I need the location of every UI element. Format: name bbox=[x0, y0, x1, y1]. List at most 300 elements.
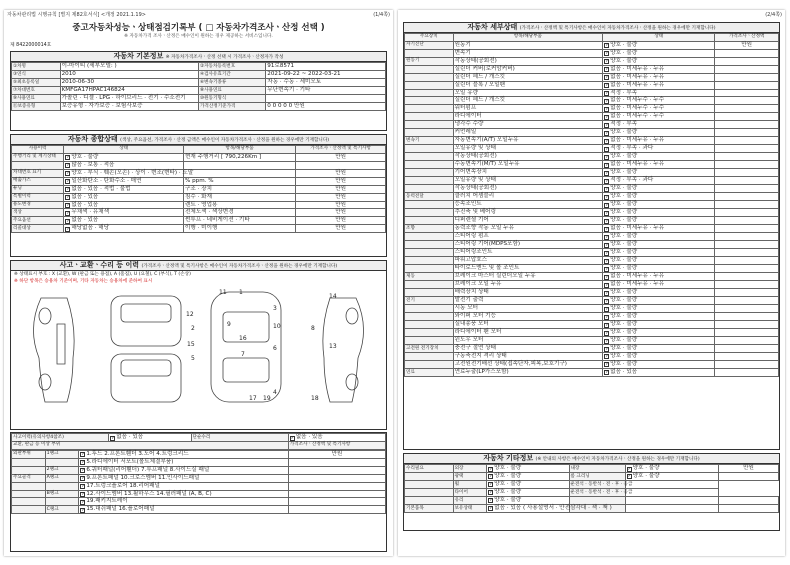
condition: ✓ 없음 · 있음 bbox=[64, 201, 184, 209]
price bbox=[715, 368, 779, 376]
table-row bbox=[12, 466, 386, 474]
device bbox=[405, 121, 454, 129]
checkbox-checked bbox=[604, 291, 609, 296]
component: 오일유량 및 상태 bbox=[453, 177, 603, 185]
part-list: ✓19.패키지트레이 bbox=[79, 498, 288, 506]
price bbox=[719, 472, 779, 480]
checkbox-checked bbox=[604, 370, 609, 375]
component: 브레이크 오일 누유 bbox=[453, 281, 603, 289]
rank bbox=[45, 482, 79, 490]
table-row bbox=[12, 474, 386, 482]
checkbox-checked bbox=[488, 467, 493, 472]
table-row bbox=[12, 153, 386, 161]
component: 충전구 절연 상태 bbox=[453, 345, 603, 353]
accident-history-label: 사고이력(유의사항4참조) bbox=[12, 434, 109, 442]
condition: ✓ 양호 · 불량 bbox=[64, 153, 184, 161]
device bbox=[405, 352, 454, 360]
table-row bbox=[12, 78, 386, 86]
part-number-label: 19 bbox=[263, 395, 271, 403]
table-row bbox=[405, 145, 779, 153]
checkbox-checked bbox=[65, 163, 70, 168]
table-row bbox=[405, 352, 779, 360]
repair-parts-section bbox=[10, 432, 387, 552]
component: 클러치 어셈블리 bbox=[453, 193, 603, 201]
table-row bbox=[405, 472, 779, 480]
part-detail: 이행 · 미이행 bbox=[184, 225, 296, 233]
condition: ✓ 없음 · 미세누수 · 누수 bbox=[603, 97, 715, 105]
device bbox=[405, 169, 454, 177]
condition: ✓ 없음 · 있음 bbox=[603, 368, 715, 376]
column-header: 항목/해당부품 bbox=[453, 34, 603, 42]
price bbox=[715, 57, 779, 65]
condition: ✓ 양호 · 불량 bbox=[603, 305, 715, 313]
checkbox-checked bbox=[488, 490, 493, 495]
table-row bbox=[12, 102, 386, 110]
field-label: ④검사유효기간 bbox=[198, 70, 265, 78]
table-row bbox=[12, 86, 386, 94]
device bbox=[405, 105, 454, 113]
price bbox=[715, 241, 779, 249]
price bbox=[715, 273, 779, 281]
item bbox=[569, 496, 625, 504]
component: 추진축 및 베어링 bbox=[453, 209, 603, 217]
condition: ✓ 양호 · 불량 bbox=[603, 129, 715, 137]
component: 냉각수 수량 bbox=[453, 121, 603, 129]
device bbox=[405, 360, 454, 368]
condition: ✓ 없음 · 미세누유 · 누유 bbox=[603, 281, 715, 289]
condition: ✓ 양호 · 불량 bbox=[625, 472, 719, 480]
part-detail: % ppm. % bbox=[184, 177, 296, 185]
price bbox=[715, 297, 779, 305]
table-row bbox=[405, 360, 779, 368]
part-detail: 현재 주행거리 [ 790,226Km ] bbox=[184, 153, 296, 161]
condition: ✓ 없음 · 미세누유 · 누유 bbox=[603, 273, 715, 281]
table-row bbox=[405, 169, 779, 177]
price bbox=[715, 105, 779, 113]
table-row bbox=[405, 321, 779, 329]
checkbox-checked bbox=[604, 171, 609, 176]
device bbox=[405, 281, 454, 289]
checkbox-checked bbox=[604, 43, 609, 48]
accident-history-value: ✓ 없음 · 있음 bbox=[109, 434, 191, 442]
device bbox=[405, 201, 454, 209]
component: 오일 유량 bbox=[453, 89, 603, 97]
checkbox-checked bbox=[604, 315, 609, 320]
condition: ✓ 없음 · 미세누유 · 누유 bbox=[603, 225, 715, 233]
condition: ✓ 양호 · 불량 bbox=[603, 169, 715, 177]
device: 동력전달 bbox=[405, 193, 454, 201]
condition: ✓ 양호 · 불량 bbox=[603, 201, 715, 209]
part-number-label: 2 bbox=[191, 325, 195, 333]
component: 워터펌프 bbox=[453, 105, 603, 113]
part-detail bbox=[184, 169, 296, 177]
checkbox-checked bbox=[604, 155, 609, 160]
basic-info-table bbox=[11, 62, 386, 111]
component: 작동상태(공회전) bbox=[453, 57, 603, 65]
checkbox-checked bbox=[604, 91, 609, 96]
component: 라디에이터 팬 모터 bbox=[453, 329, 603, 337]
device bbox=[405, 161, 454, 169]
checkbox-checked bbox=[80, 468, 85, 473]
table-row bbox=[12, 458, 386, 466]
price bbox=[715, 360, 779, 368]
condition: ✓ 양호 · 불량 bbox=[603, 313, 715, 321]
column-header: 주요장치 bbox=[405, 34, 454, 42]
checkbox-checked bbox=[604, 139, 609, 144]
condition: ✓ 양호 · 불량 bbox=[487, 488, 569, 496]
price bbox=[715, 265, 779, 273]
checkbox-checked bbox=[604, 107, 609, 112]
document-subtitle: ※ 자동차가격 조사ㆍ산정은 매수인이 원하는 경우 제공하는 서비스입니다. bbox=[124, 34, 273, 39]
checkbox-checked bbox=[65, 227, 70, 232]
category bbox=[405, 496, 454, 504]
condition: ✓ 양호 · 불량 bbox=[603, 49, 715, 57]
car-top-view bbox=[211, 292, 281, 402]
part-group: 외판부위 bbox=[12, 450, 46, 458]
repair-parts-table bbox=[11, 450, 386, 515]
device bbox=[405, 49, 454, 57]
item: 운전석 · 동반석 · 전 · 후 · 응급 bbox=[570, 489, 633, 495]
item: 운전석 · 동반석 · 전 · 후 · 응급 bbox=[570, 481, 633, 487]
table-row bbox=[405, 480, 779, 488]
component: 스티어링조인트 bbox=[453, 249, 603, 257]
checkbox-checked bbox=[627, 474, 632, 479]
condition: ✓ 양호 · 불량 bbox=[603, 153, 715, 161]
price bbox=[296, 161, 386, 169]
part-number-label: 1 bbox=[239, 289, 243, 297]
checkbox-checked bbox=[604, 211, 609, 216]
price: 만원 bbox=[715, 41, 779, 49]
price bbox=[715, 81, 779, 89]
price bbox=[715, 49, 779, 57]
page-2 bbox=[398, 10, 785, 556]
part-group bbox=[12, 466, 46, 474]
usage-item: 용도변경 bbox=[12, 201, 64, 209]
component: 실린더 블록 / 오일팬 bbox=[453, 81, 603, 89]
overall-condition-header: 자동차 종합상태 (색상, 주요옵션, 가격조사ㆍ산정 금액은 매수인이 자동차가격조사ㆍ산정을 원하는 경우에만 기재합니다) bbox=[11, 135, 386, 145]
price bbox=[715, 89, 779, 97]
field-label: ⑪보증유형 bbox=[12, 102, 61, 110]
table-row bbox=[405, 97, 779, 105]
condition: ✓ 양호 · 불량 bbox=[487, 480, 569, 488]
condition: ✓ 적정 · 부족 bbox=[603, 121, 715, 129]
table-row bbox=[405, 153, 779, 161]
price bbox=[288, 474, 385, 482]
checkbox-checked bbox=[604, 331, 609, 336]
part-number-label: 11 bbox=[219, 289, 227, 297]
table-row bbox=[12, 506, 386, 514]
table-row bbox=[405, 73, 779, 81]
device bbox=[405, 289, 454, 297]
device bbox=[405, 209, 454, 217]
part-list: ✓ 9.프론트패널 10.크로스멤버 11.인사이드패널 bbox=[79, 474, 288, 482]
checkbox-checked bbox=[604, 115, 609, 120]
condition: ✓ 양호 · 불량 bbox=[603, 217, 715, 225]
table-row bbox=[12, 177, 386, 185]
document-title: 중고자동차성능ㆍ상태점검기록부 ( □ 자동차가격조사ㆍ산정 선택 ) bbox=[72, 23, 325, 33]
part-number-label: 3 bbox=[273, 305, 277, 313]
price: 만원 bbox=[719, 465, 779, 473]
component: 자동변속기(A/T) 오일누유 bbox=[453, 137, 603, 145]
table-row bbox=[405, 257, 779, 265]
rank: B랭크 bbox=[45, 490, 79, 498]
condition: ✓ 일산화탄소 · 탄화수소 · 매연 bbox=[64, 177, 184, 185]
field-label: ②자동차등록번호 bbox=[198, 63, 265, 71]
device: 제동 bbox=[405, 273, 454, 281]
component: 스티어링 펌프 bbox=[453, 233, 603, 241]
price: 만원 bbox=[296, 169, 386, 177]
table-row bbox=[405, 217, 779, 225]
component: 기어변속장치 bbox=[453, 169, 603, 177]
price: 만원 bbox=[296, 209, 386, 217]
price bbox=[719, 504, 779, 512]
table-row bbox=[12, 490, 386, 498]
component: 등속조인트 bbox=[453, 201, 603, 209]
price bbox=[288, 458, 385, 466]
checkbox-checked bbox=[65, 179, 70, 184]
table-row bbox=[405, 465, 779, 473]
field-value: 91로8571 bbox=[266, 63, 386, 71]
condition bbox=[625, 480, 719, 488]
detail-condition-header: 자동차 세부상태 (가격조사ㆍ산정액 및 특기사항은 매수인이 자동차가격조사ㆍ산정을 원하는 경우에만 기재합니다) bbox=[404, 23, 779, 33]
condition: ✓ 양호 · 불량 bbox=[487, 465, 569, 473]
field-label: 가격산정기준가격 bbox=[198, 102, 265, 110]
part-number-label: 12 bbox=[186, 311, 194, 319]
usage-item: 리콜대상 bbox=[12, 225, 64, 233]
part-number-label: 15 bbox=[187, 341, 195, 349]
table-row bbox=[405, 504, 779, 512]
table-row bbox=[12, 201, 386, 209]
device: 자기진단 bbox=[405, 41, 454, 49]
table-row bbox=[405, 49, 779, 57]
price bbox=[715, 73, 779, 81]
checkbox-checked bbox=[604, 283, 609, 288]
condition: ✓ 없음 · 미세누유 · 누유 bbox=[603, 81, 715, 89]
device bbox=[405, 153, 454, 161]
condition: ✓ 없음 · 있음 bbox=[64, 217, 184, 225]
other-info-table bbox=[404, 464, 779, 513]
price bbox=[715, 281, 779, 289]
condition: ✓ 양호 · 불량 bbox=[603, 337, 715, 345]
checkbox-checked bbox=[65, 171, 70, 176]
checkbox-checked bbox=[80, 484, 85, 489]
checkbox-checked bbox=[604, 83, 609, 88]
table-row bbox=[405, 89, 779, 97]
table-row bbox=[12, 482, 386, 490]
table-row bbox=[405, 185, 779, 193]
checkbox-checked bbox=[80, 476, 85, 481]
price bbox=[715, 225, 779, 233]
field-value: 2021-09-22 ~ 2022-03-21 bbox=[266, 70, 386, 78]
price bbox=[288, 466, 385, 474]
category bbox=[405, 488, 454, 496]
device bbox=[405, 89, 454, 97]
checkbox-checked bbox=[65, 211, 70, 216]
rank: 1랭크 bbox=[45, 450, 79, 458]
overall-condition-table bbox=[11, 145, 386, 233]
checkbox-checked bbox=[65, 155, 70, 160]
table-row bbox=[405, 233, 779, 241]
checkbox-checked bbox=[80, 500, 85, 505]
usage-item bbox=[12, 161, 64, 169]
simple-repair-value: ✓ 없음 · 있음 bbox=[288, 434, 385, 442]
device: 고전원 전기장치 bbox=[405, 345, 454, 353]
device bbox=[405, 233, 454, 241]
checkbox-checked bbox=[65, 219, 70, 224]
device bbox=[405, 97, 454, 105]
table-row bbox=[12, 63, 386, 71]
rank bbox=[45, 458, 79, 466]
checkbox-checked bbox=[65, 195, 70, 200]
checkbox-checked bbox=[604, 99, 609, 104]
table-row bbox=[12, 70, 386, 78]
part-number-label: 8 bbox=[311, 325, 315, 333]
field-label: ⑨사용연료 bbox=[12, 94, 61, 102]
checkbox-checked bbox=[604, 243, 609, 248]
checkbox-checked bbox=[604, 267, 609, 272]
price: 만원 bbox=[296, 193, 386, 201]
car-front-view bbox=[111, 296, 181, 346]
condition: ✓ 없음 · 미세누유 · 누유 bbox=[603, 73, 715, 81]
item: 보유상태 bbox=[453, 504, 487, 512]
table-row bbox=[405, 209, 779, 217]
table-row bbox=[405, 193, 779, 201]
condition: ✓ 적정 · 부족 bbox=[603, 89, 715, 97]
component: 실린더 헤드 / 개스킷 bbox=[453, 73, 603, 81]
part-number-label: 17 bbox=[249, 395, 257, 403]
device bbox=[405, 257, 454, 265]
checkbox-checked bbox=[604, 339, 609, 344]
part-list: ✓ 1.후드 2.프론트휀더 3.도어 4.트렁크리드 bbox=[79, 450, 288, 458]
table-row bbox=[12, 498, 386, 506]
price bbox=[719, 496, 779, 504]
table-row bbox=[405, 105, 779, 113]
checkbox-checked bbox=[604, 131, 609, 136]
table-row bbox=[405, 113, 779, 121]
checkbox-checked bbox=[488, 482, 493, 487]
field-label: ⑧사용연료 bbox=[198, 86, 265, 94]
part-number-label: 5 bbox=[191, 355, 195, 363]
basic-info-section bbox=[10, 51, 387, 131]
device: 전기 bbox=[405, 297, 454, 305]
condition: ✓ 양호 · 불량 bbox=[603, 57, 715, 65]
checkbox-checked bbox=[604, 299, 609, 304]
price bbox=[715, 289, 779, 297]
condition: ✓ 없음 · 있음 bbox=[64, 193, 184, 201]
checkbox-checked bbox=[604, 259, 609, 264]
other-info-header: 자동차 기타정보 (※ 안내의 사항은 매수인이 자동차가격조사ㆍ산정을 원하는 경우에만 기재합니다) bbox=[404, 454, 779, 464]
table-row bbox=[405, 281, 779, 289]
price bbox=[715, 209, 779, 217]
usage-item: 차대번호 표기 bbox=[12, 169, 64, 177]
component: 수동변속기(M/T) 오일누유 bbox=[453, 161, 603, 169]
price: 만원 bbox=[296, 177, 386, 185]
condition: ✓ 없음 · 미세누수 · 누수 bbox=[603, 105, 715, 113]
field-label: ①차명 bbox=[12, 63, 61, 71]
condition: ✓ 없음 · 미세누유 · 누유 bbox=[603, 65, 715, 73]
condition: ✓ 양호 · 불량 bbox=[625, 465, 719, 473]
usage-item: 주요옵션 bbox=[12, 217, 64, 225]
price: 만원 bbox=[296, 217, 386, 225]
condition: ✓ 양호 · 불량 bbox=[603, 345, 715, 353]
field-value: 가솔린 · 디젤 · LPG · 하이브리드 · 전기 · 수소전기 bbox=[60, 94, 198, 102]
price bbox=[715, 185, 779, 193]
page-number-2: (2/4쪽) bbox=[765, 12, 782, 18]
table-row bbox=[12, 217, 386, 225]
checkbox-checked bbox=[80, 492, 85, 497]
condition: ✓ 없음 · 있음 ( 사용설명서 · 안전삼각대 · 잭 · 책 ) bbox=[487, 504, 569, 512]
rank: 2랭크 bbox=[45, 466, 79, 474]
checkbox-checked bbox=[604, 323, 609, 328]
checkbox-checked bbox=[604, 163, 609, 168]
table-row bbox=[405, 297, 779, 305]
component: 윈도우 모터 bbox=[453, 337, 603, 345]
part-number-label: 4 bbox=[273, 389, 277, 397]
part-number-label: 16 bbox=[239, 335, 247, 343]
table-row bbox=[405, 201, 779, 209]
condition: ✓ 양호 · 불량 bbox=[603, 241, 715, 249]
field-value: KMFGA17HPAC146824 bbox=[60, 86, 198, 94]
car-rear-view bbox=[111, 354, 181, 402]
part-number-label: 14 bbox=[329, 293, 337, 301]
part-group bbox=[12, 490, 46, 498]
field-value: 0 0 0 0 0 만원 bbox=[266, 102, 386, 110]
checkbox-checked bbox=[65, 203, 70, 208]
part-number-label: 6 bbox=[273, 345, 277, 353]
overall-condition-section bbox=[10, 134, 387, 257]
part-detail: 침수 · 화재 bbox=[184, 193, 296, 201]
table-row bbox=[12, 161, 386, 169]
device: 조향 bbox=[405, 225, 454, 233]
component: 배력장치 상태 bbox=[453, 289, 603, 297]
component: 라디에이터 bbox=[453, 113, 603, 121]
device bbox=[405, 241, 454, 249]
simple-repair-label: 단순수리 bbox=[191, 434, 288, 442]
condition-legend-note: ※ 하단 항목은 승용차 기준이며, 기타 자동차는 승용차에 준하여 표시 bbox=[14, 278, 153, 284]
basic-info-header: 자동차 기본정보 ※ 자동차가격조사ㆍ산정 선택 시 가격조사ㆍ산정자가 작성 bbox=[11, 52, 386, 62]
device bbox=[405, 81, 454, 89]
condition: ✓ 양호 · 불량 bbox=[603, 233, 715, 241]
price: 만원 bbox=[296, 201, 386, 209]
condition bbox=[625, 504, 719, 512]
price: 만원 bbox=[288, 450, 385, 458]
price bbox=[288, 482, 385, 490]
table-row bbox=[12, 225, 386, 233]
field-value: 2010-06-30 bbox=[60, 78, 198, 86]
form-reference: 자동차관리법 시행규칙 [별지 제82호서식] <개정 2021.1.19> bbox=[7, 12, 146, 18]
checkbox-checked bbox=[604, 67, 609, 72]
part-number-label: 10 bbox=[273, 323, 281, 331]
table-row bbox=[405, 329, 779, 337]
price bbox=[288, 506, 385, 514]
item: 룸 크리닝 bbox=[569, 472, 625, 480]
device bbox=[405, 321, 454, 329]
device: 연료 bbox=[405, 368, 454, 376]
checkbox-checked bbox=[627, 467, 632, 472]
condition: ✓ 양호 · 불량 bbox=[603, 297, 715, 305]
table-row bbox=[405, 81, 779, 89]
price bbox=[715, 337, 779, 345]
part-group: 주요골격 bbox=[12, 474, 46, 482]
table-row bbox=[405, 249, 779, 257]
accident-history-section bbox=[10, 260, 387, 430]
condition: ✓ 없음 · 미세누수 · 누수 bbox=[603, 113, 715, 121]
checkbox-checked bbox=[604, 195, 609, 200]
device bbox=[405, 73, 454, 81]
part-detail: 구조 · 장치 bbox=[184, 185, 296, 193]
price bbox=[715, 329, 779, 337]
field-value: 2010 bbox=[60, 70, 198, 78]
